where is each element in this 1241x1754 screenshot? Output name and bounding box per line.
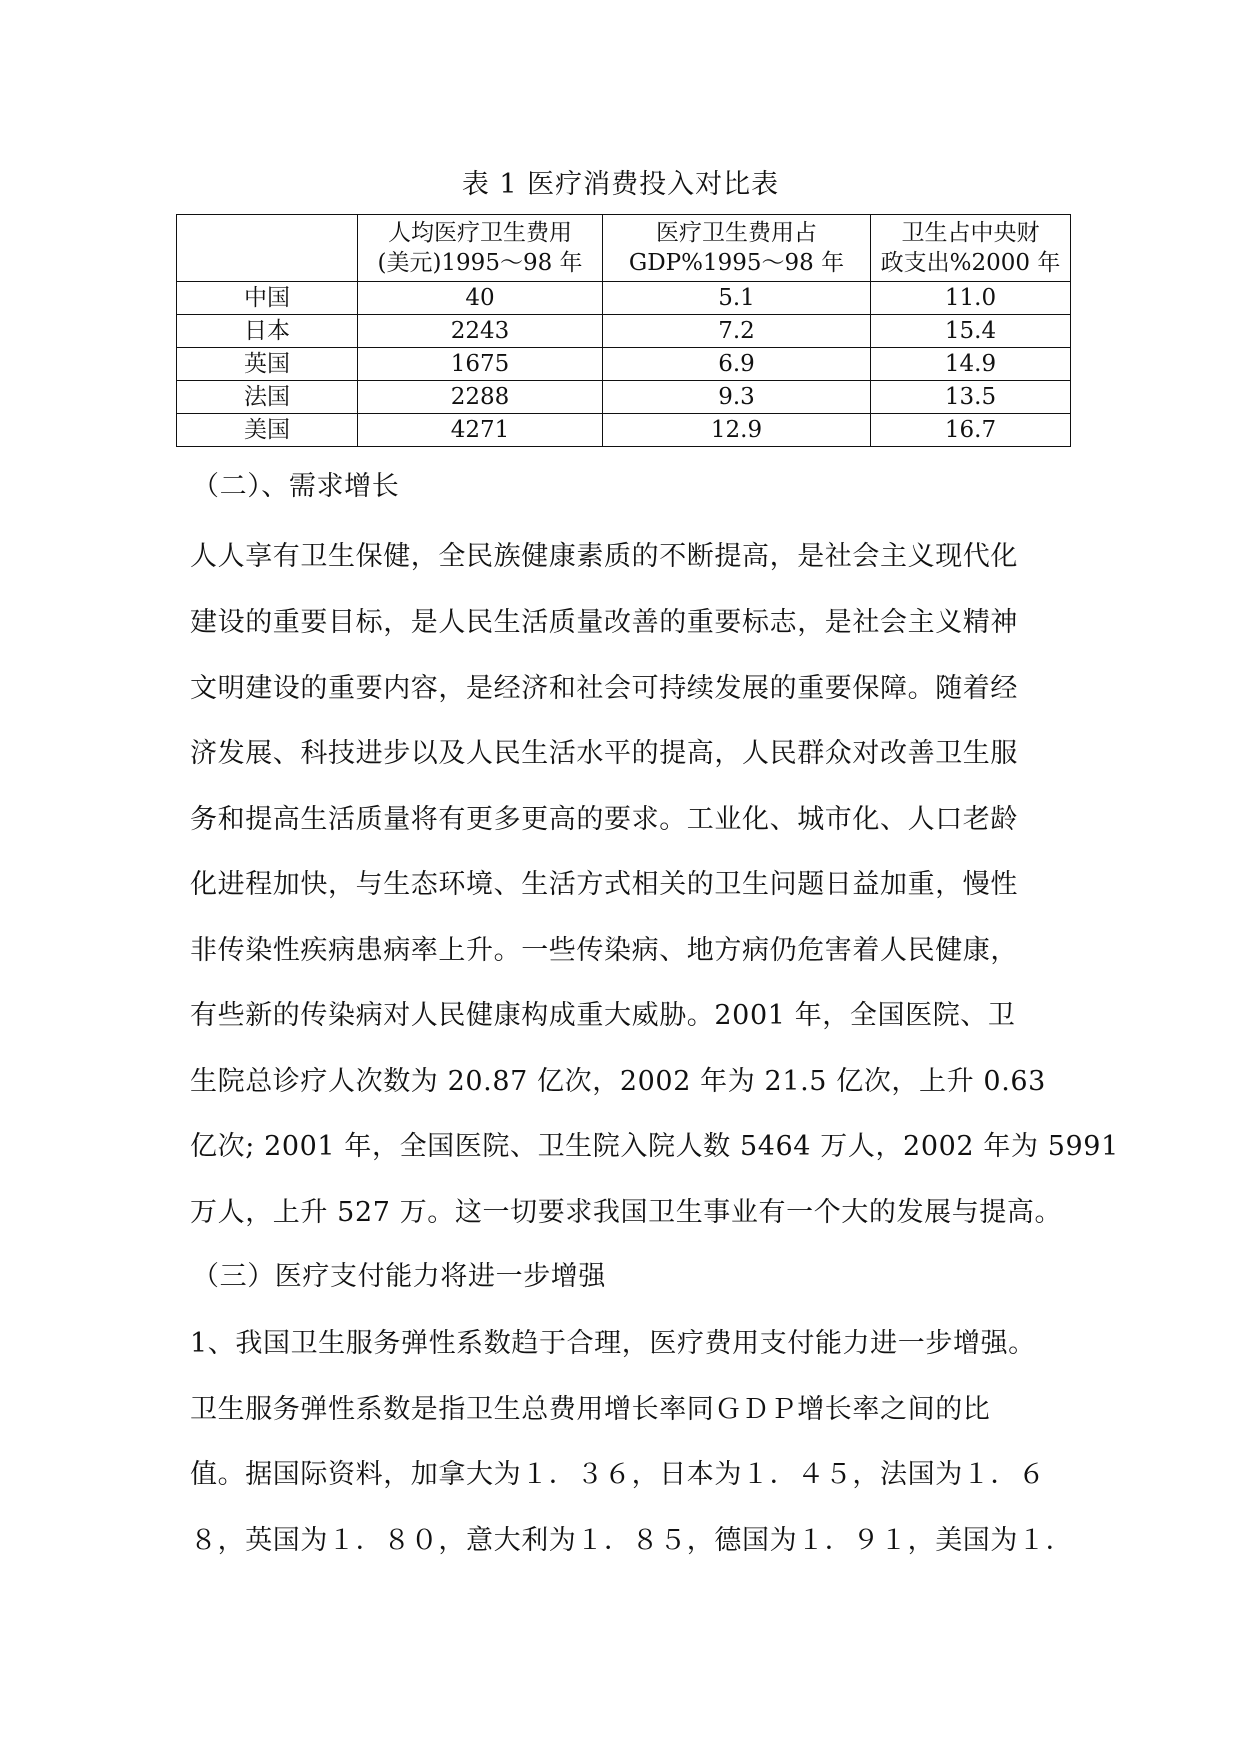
paragraph-line: 化进程加快，与生态环境、生活方式相关的卫生问题日益加重，慢性 bbox=[190, 869, 1018, 900]
cell-fiscal-pct: 11.0 bbox=[871, 282, 1071, 315]
paragraph-line: 万人，上升 527 万。这一切要求我国卫生事业有一个大的发展与提高。 bbox=[190, 1197, 1063, 1228]
cell-per-capita: 1675 bbox=[358, 348, 603, 381]
paragraph-line: 卫生服务弹性系数是指卫生总费用增长率同ＧＤＰ增长率之间的比 bbox=[190, 1394, 991, 1425]
cell-gdp-pct: 12.9 bbox=[603, 414, 871, 447]
cell-per-capita: 2288 bbox=[358, 381, 603, 414]
cell-fiscal-pct: 14.9 bbox=[871, 348, 1071, 381]
paragraph-line: 生院总诊疗人次数为 20.87 亿次，2002 年为 21.5 亿次，上升 0.63 bbox=[190, 1066, 1046, 1097]
table-row bbox=[177, 414, 1071, 447]
cell-gdp-pct: 7.2 bbox=[603, 315, 871, 348]
cell-country: 英国 bbox=[177, 348, 358, 381]
cell-country: 法国 bbox=[177, 381, 358, 414]
cell-country: 中国 bbox=[177, 282, 358, 315]
paragraph-line: 1、我国卫生服务弹性系数趋于合理，医疗费用支付能力进一步增强。 bbox=[190, 1328, 1036, 1359]
paragraph-line: 值。据国际资料，加拿大为１．３６，日本为１．４５，法国为１．６ bbox=[190, 1459, 1046, 1490]
paragraph-line: 人人享有卫生保健，全民族健康素质的不断提高，是社会主义现代化 bbox=[190, 541, 1018, 572]
header-line: 人均医疗卫生费用 bbox=[388, 220, 572, 246]
cell-fiscal-pct: 16.7 bbox=[871, 414, 1071, 447]
cell-gdp-pct: 5.1 bbox=[603, 282, 871, 315]
header-cell-country bbox=[177, 215, 358, 282]
paragraph-line: 济发展、科技进步以及人民生活水平的提高，人民群众对改善卫生服 bbox=[190, 738, 1018, 769]
cell-per-capita: 2243 bbox=[358, 315, 603, 348]
medical-spending-table bbox=[176, 214, 1071, 447]
cell-fiscal-pct: 15.4 bbox=[871, 315, 1071, 348]
header-line: (美元)1995～98 年 bbox=[377, 250, 583, 276]
header-line: 卫生占中央财 bbox=[901, 220, 1040, 246]
header-line: GDP%1995～98 年 bbox=[628, 250, 845, 276]
table-header-row bbox=[177, 215, 1071, 282]
cell-gdp-pct: 9.3 bbox=[603, 381, 871, 414]
paragraph-line: 非传染性疾病患病率上升。一些传染病、地方病仍危害着人民健康， bbox=[190, 935, 1018, 966]
table-row bbox=[177, 282, 1071, 315]
table-row bbox=[177, 315, 1071, 348]
section-heading-payment-capacity: （三）医疗支付能力将进一步增强 bbox=[192, 1261, 606, 1292]
header-cell-per-capita bbox=[358, 215, 603, 282]
cell-fiscal-pct: 13.5 bbox=[871, 381, 1071, 414]
paragraph-line: 建设的重要目标，是人民生活质量改善的重要标志，是社会主义精神 bbox=[190, 607, 1018, 638]
table-row bbox=[177, 348, 1071, 381]
header-line: 医疗卫生费用占 bbox=[656, 220, 817, 246]
cell-gdp-pct: 6.9 bbox=[603, 348, 871, 381]
header-cell-fiscal-pct bbox=[871, 215, 1071, 282]
table-row bbox=[177, 381, 1071, 414]
table-caption: 表 1 医疗消费投入对比表 bbox=[461, 169, 780, 200]
cell-per-capita: 4271 bbox=[358, 414, 603, 447]
cell-country: 美国 bbox=[177, 414, 358, 447]
paragraph-line: 有些新的传染病对人民健康构成重大威胁。2001 年，全国医院、卫 bbox=[190, 1000, 1016, 1031]
cell-country: 日本 bbox=[177, 315, 358, 348]
paragraph-line: 文明建设的重要内容，是经济和社会可持续发展的重要保障。随着经 bbox=[190, 673, 1018, 704]
section-heading-demand-growth: （二）、需求增长 bbox=[192, 471, 400, 502]
header-cell-gdp-pct bbox=[603, 215, 871, 282]
paragraph-line: ８，英国为１．８０，意大利为１．８５，德国为１．９１，美国为１． bbox=[190, 1525, 1074, 1556]
paragraph-line: 亿次; 2001 年，全国医院、卫生院入院人数 5464 万人，2002 年为 5991 bbox=[190, 1131, 1119, 1162]
cell-per-capita: 40 bbox=[358, 282, 603, 315]
paragraph-line: 务和提高生活质量将有更多更高的要求。工业化、城市化、人口老龄 bbox=[190, 804, 1018, 835]
header-line: 政支出%2000 年 bbox=[880, 250, 1061, 276]
